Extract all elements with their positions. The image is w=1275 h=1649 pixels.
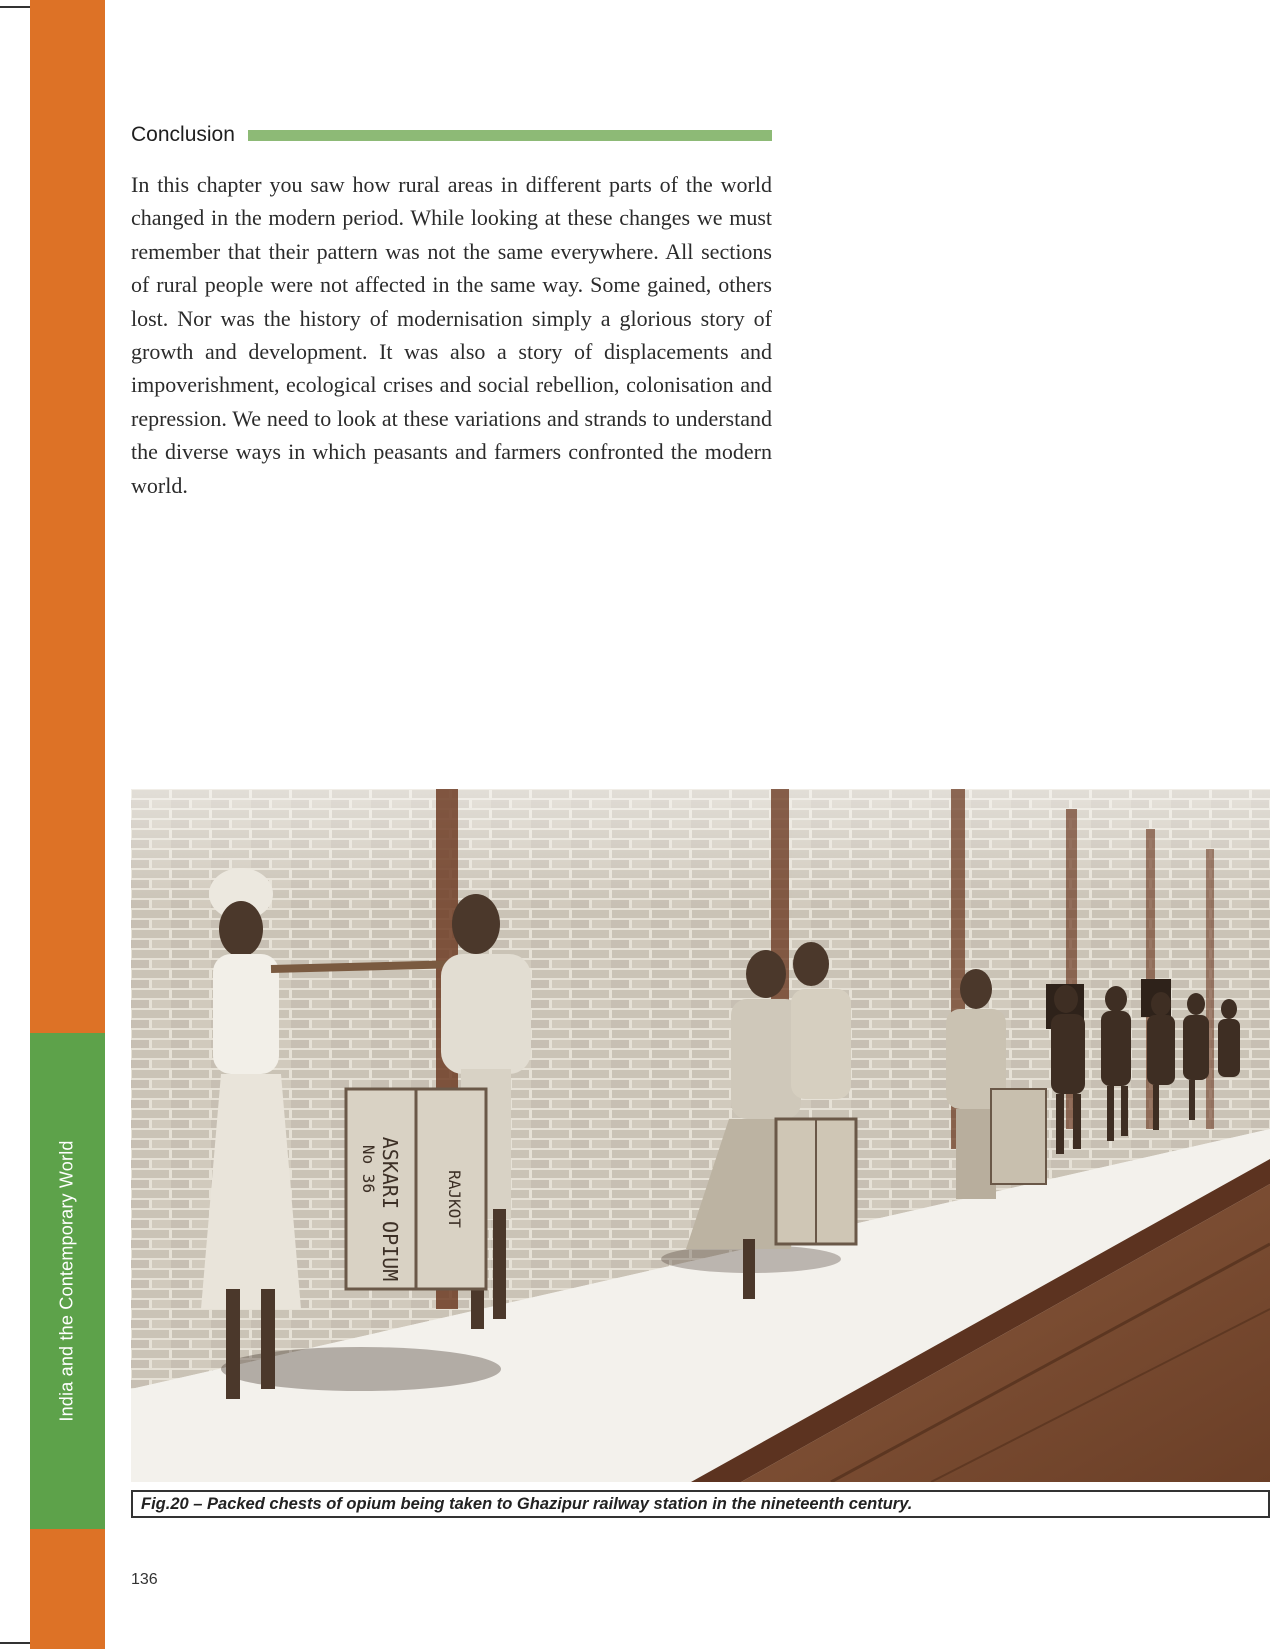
opium-chests-photo xyxy=(131,789,1270,1482)
section-heading-row xyxy=(131,120,772,150)
chest-label: ASKARI OPIUM xyxy=(378,1136,402,1282)
photo-illustration xyxy=(131,789,1270,1482)
section-heading: Conclusion xyxy=(131,123,235,146)
conclusion-paragraph: In this chapter you saw how rural areas in different parts of the world changed in the modern period. While looking at these changes we must remember that their pattern was not the same everywhere. All sections of rural people were not affected in the same way. Some gained, others lost. Nor was the history of modernisation simply a glorious story of growth and development. It was also a story of displacements and impoverishment, ecological crises and social rebellion, colonisation and repression. We need to look at these variations and strands to understand the diverse ways in which peasants and farmers confronted the modern world. xyxy=(131,172,772,498)
opium-chest xyxy=(776,1119,856,1244)
opium-chest xyxy=(991,1089,1046,1184)
page-number: 136 xyxy=(131,1571,158,1588)
figure-caption: Fig.20 – Packed chests of opium being taken to Ghazipur railway station in the nineteenth century. xyxy=(131,1490,1270,1518)
heading-rule xyxy=(248,130,772,141)
porter-figure xyxy=(1218,999,1240,1077)
opium-chest xyxy=(346,1089,486,1289)
wall-pillar xyxy=(1206,849,1214,1129)
crop-mark-bottom xyxy=(0,1642,30,1644)
sidebar-book-title: India and the Contemporary World xyxy=(56,1140,77,1422)
crop-mark-top xyxy=(0,6,30,8)
chest-label: RAJKOT xyxy=(445,1170,464,1228)
chest-label: No 36 xyxy=(359,1144,378,1194)
carrying-pole xyxy=(271,964,461,969)
